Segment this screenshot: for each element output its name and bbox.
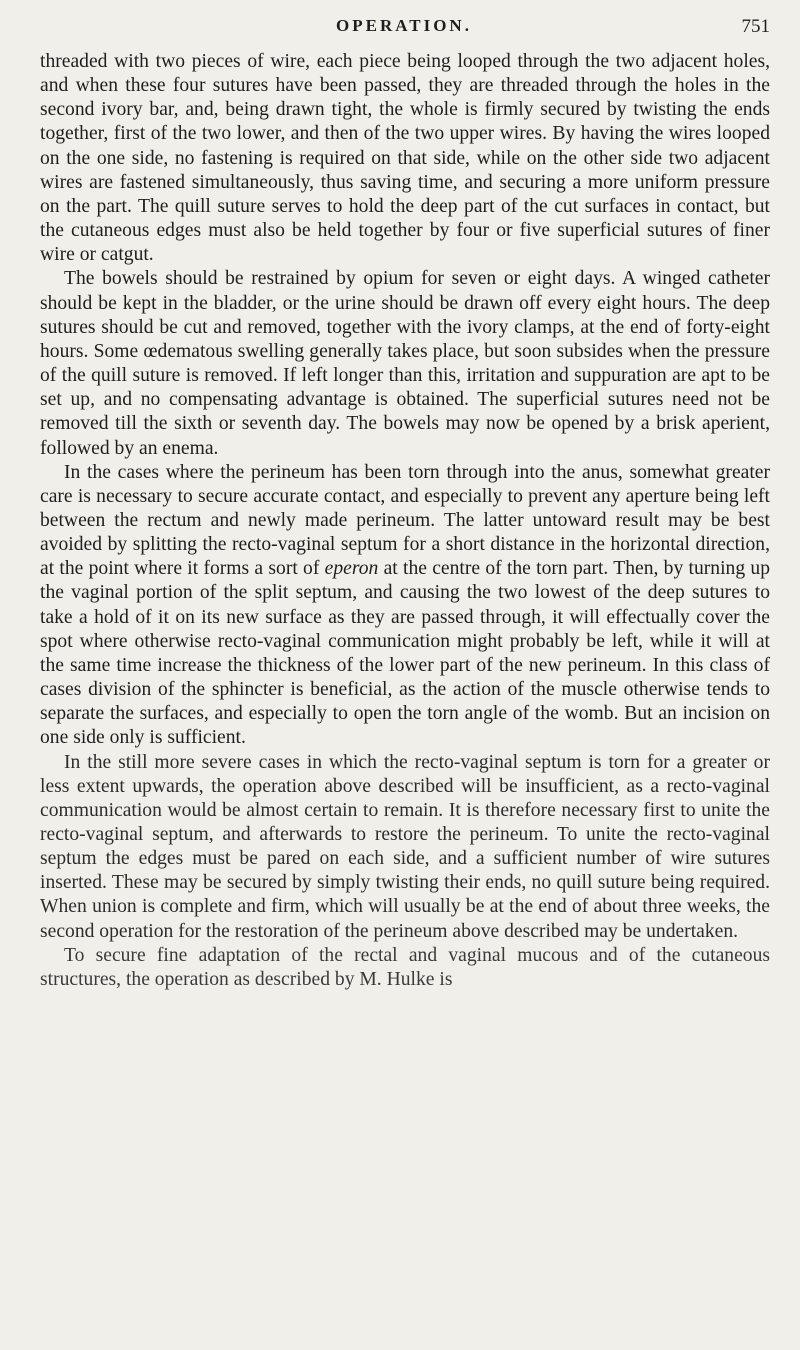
page-number: 751 bbox=[741, 16, 770, 37]
page-header bbox=[38, 16, 770, 40]
italic-term-eperon: eperon bbox=[324, 558, 379, 580]
paragraph-hulke: To secure fine adaptation of the rectal and vaginal mucous and of the cutaneous structures, the operation as described by M. Hulke is bbox=[40, 944, 770, 990]
paragraph-torn-anus-part1: In the cases where the perineum has been torn through into the anus, somewhat greater care is necessary to secure accurate contact, and especially to prevent any aperture being left between the rectum and newly made perineum. The latter untoward result may be best avoided by splitting the recto-vaginal septum for a short distance in the horizontal direction, at the point where it forms a sort of bbox=[40, 461, 770, 580]
paragraph-aftercare: The bowels should be restrained by opium for seven or eight days. A winged catheter should be kept in the bladder, or the urine should be drawn off every eight hours. The deep sutures should be cut and removed, together with the ivory clamps, at the end of forty-eight hours. Some œdematous swelling generally takes place, but soon subsides when the pressure of the quill suture is removed. If left longer than this, irritation and suppuration are apt to be set up, and no compensating advantage is obtained. The superficial sutures need not be removed till the sixth or seventh day. The bowels may now be opened by a brisk aperient, followed by an enema. bbox=[40, 268, 770, 459]
paragraph-severe-cases: In the still more severe cases in which the recto-vaginal septum is torn for a greater or less extent upwards, the operation above described will be insufficient, as a recto-vaginal communication would be almost certain to remain. It is therefore necessary first to unite the recto-vaginal septum, and afterwards to restore the perineum. To unite the recto-vaginal septum the edges must be pared on each side, and a sufficient number of wire sutures inserted. These may be secured by simply twisting their ends, no quill suture being required. When union is complete and firm, which will usually be at the end of about three weeks, the second operation for the restoration of the perineum above described may be undertaken. bbox=[40, 751, 770, 942]
body-text bbox=[40, 50, 770, 992]
running-title: OPERATION. bbox=[336, 16, 472, 35]
paragraph-continuation: threaded with two pieces of wire, each piece being looped through the two adjacent holes, and when these four sutures have been passed, they are threaded through the holes in the second ivory bar, and, being drawn tight, the whole is firmly secured by twisting the ends together, first of the two lower, and then of the two upper wires. By having the wires looped on the one side, no fastening is required on that side, while on the other side two adjacent wires are fastened simultaneously, thus saving time, and securing a more uniform pressure on the part. The quill suture serves to hold the deep part of the cut surfaces in contact, but the cutaneous edges must also be held together by four or five superficial sutures of finer wire or catgut. bbox=[40, 51, 770, 266]
paragraph-torn-anus bbox=[40, 461, 770, 751]
paragraph-torn-anus-part2: at the centre of the torn part. Then, by turning up the vaginal portion of the split septum, and causing the two lowest of the deep sutures to take a hold of it on its new surface as they are passed through, it will effectually cover the spot where otherwise recto-vaginal communication might probably be left, while it will at the same time increase the thickness of the lower part of the new perineum. In this class of cases division of the sphincter is beneficial, as the action of the muscle otherwise tends to separate the surfaces, and especially to open the torn angle of the womb. But an incision on one side only is sufficient. bbox=[40, 558, 770, 749]
